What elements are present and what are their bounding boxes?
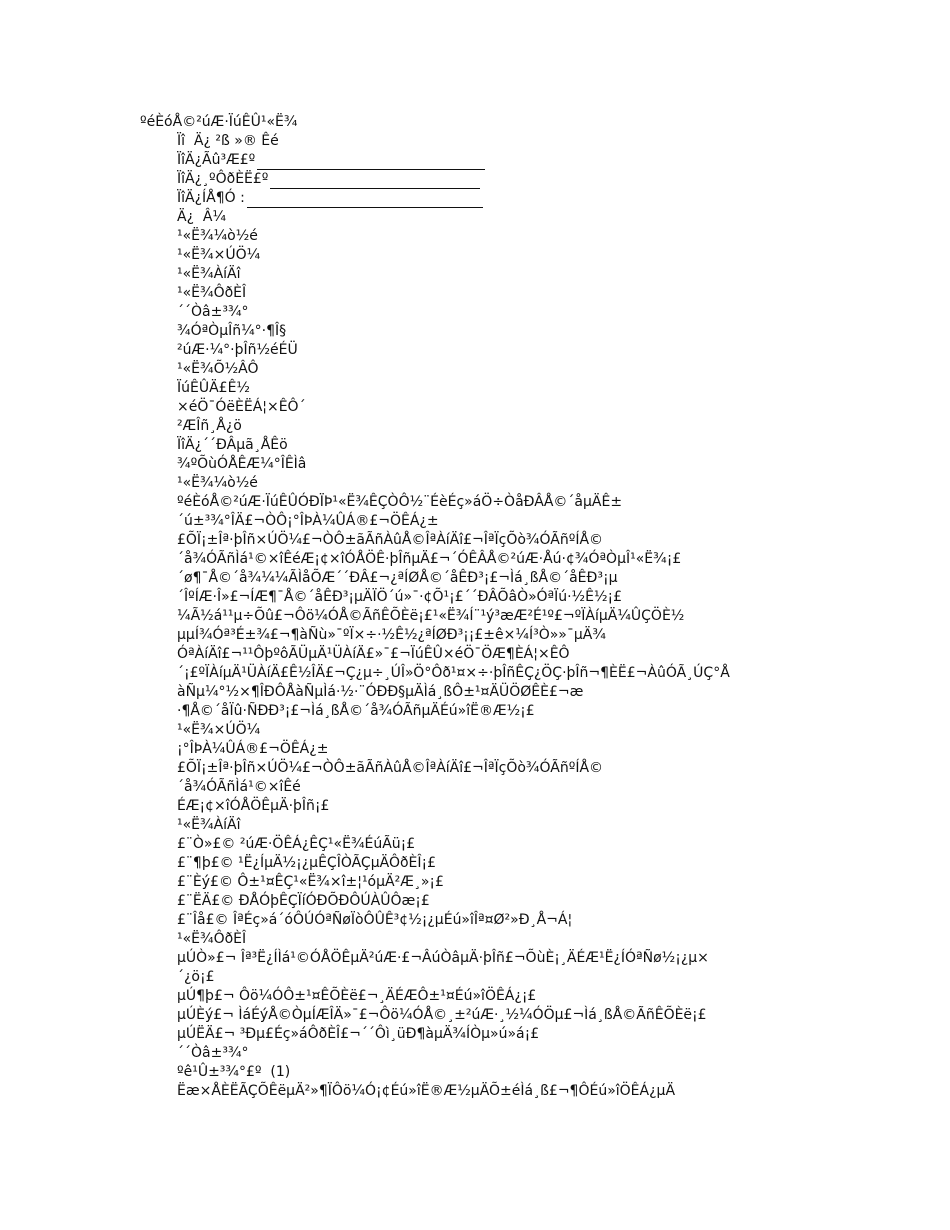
list-item [177,911,572,930]
blank-line [247,193,483,208]
section-heading [177,721,260,740]
project-name-field [177,151,485,170]
line-text: ·¶Å©´åÏû·ÑÐÐ³¡£¬Ìá¸ßÅ©´å¾ÓÃñµÄÉú»îË®Æ½¡£ [177,703,535,719]
list-item [177,949,709,968]
subsection-heading [177,1063,290,1082]
line-text: ²úÆ·¼°·þÎñ½éÉÜ [177,342,298,358]
line-text: ÉÆ¡¢×îÓÅÖÊµÄ·þÎñ¡£ [177,798,330,814]
line-text: ×éÖ¯ÓëÈËÁ¦×ÊÔ´ [177,399,306,415]
line-text: ÏîÄ¿´´ÐÂµã¸ÅÊö [177,437,288,453]
line-text: ¾ºÕùÓÅÊÆ¼°ÎÊÌâ [177,456,307,472]
line-text: £ÕÏ¡±Îª·þÎñ×ÚÖ¼£¬ÒÔ±ãÃñÀûÅ©ÎªÀíÄî£¬ÎªÏçÕò¾ÓÃñºÍÅ© [177,760,604,776]
list-item [177,1006,707,1025]
list-item [177,1025,539,1044]
line-text: µÚËÄ£¬ ³Ðµ£Éç»áÔðÈÎ£¬´´Ôì¸üÐ¶àµÄ¾ÍÒµ»ú»á¡£ [177,1026,540,1042]
line-text: Ëæ×ÅÈËÃÇÕÊëµÄ²»¶ÏÔö¼Ó¡¢Éú»îË®Æ½µÄÕ±éÌá¸ß£¬¶ÔÉú»îÖÊÁ¿µÄ [177,1083,676,1099]
line-text: Ä¿ Â¼ [177,209,227,225]
paragraph-line [177,550,681,569]
list-item [177,854,436,873]
line-text: ¹«Ë¾ÀíÄî [177,266,241,282]
line-text: ¹«Ë¾Õ½ÂÔ [177,361,259,377]
line-text: ´´Òâ±³¾° [177,304,249,320]
blank-line [270,174,480,189]
field-label: ÏîÄ¿¸ºÔðÈË£º [177,171,269,187]
line-text: £¨Îå£© ÎªÉç»á´óÔÚÓªÑøÏòÔÛÊ³¢½¡¿µÉú»îÎª¤Ø²»Ð¸Å¬Á¦ [177,912,573,928]
list-item-continuation [177,968,215,987]
line-text: ¹«Ë¾×ÚÖ¼ [177,247,261,263]
line-text: ¹«Ë¾ÔðÈÎ [177,285,247,301]
line-text: £¨ËÄ£© ÐÅÓþÊÇÏíÓÐÕÐÔÚÀÛÔæ¡£ [177,893,430,909]
line-text: Ïî Ä¿ ²ß »® Êé [177,133,279,149]
line-text: £¨¶þ£© ¹Ë¿ÍµÄ½¡¿µÊÇÎÒÃÇµÄÔðÈÎ¡£ [177,855,437,871]
toc-item [177,398,306,417]
line-text: µµÍ¾Óª³É±¾£¬¶àÑù»¯ºÏ×÷·½Ê½¿ªÍØÐ³¡¡£±ê×¼Í³Ò»»¯µÄ¾ [177,627,606,643]
toc-item [177,227,258,246]
section-heading [177,474,258,493]
line-text: ¹«Ë¾×ÚÖ¼ [177,722,261,738]
line-text: £ÕÏ¡±Îª·þÎñ×ÚÖ¼£¬ÒÔ±ãÃñÀûÅ©ÎªÀíÄî£¬ÎªÏçÕò¾ÓÃñºÍÅ© [177,532,604,548]
line-text: £¨Èý£© Ô±¹¤ÊÇ¹«Ë¾×î±¦¹óµÄ²Æ¸»¡£ [177,874,444,890]
section-heading [177,1044,249,1063]
line-text: ´ú±³¾°ÎÄ£¬ÒÔ¡°ÎÞÀ¼ÛÁ®£¬ÖÊÁ¿± [177,513,439,529]
line-text: ¡°ÎÞÀ¼ÛÁ®£¬ÖÊÁ¿± [177,741,329,757]
list-item [177,835,415,854]
line-text: µÚÒ»£¬ Îª³Ë¿ÍÌá¹©ÓÅÖÊµÄ²úÆ·£¬ÂúÒâµÄ·þÎñ£¬ÕùÈ¡¸ÄÉÆ¹Ë¿ÍÓªÑø½¡¿µ× [177,950,709,966]
section-heading [177,930,246,949]
paragraph-line [177,512,439,531]
line-text: ¾ÓªÒµÎñ¼°·¶Î§ [177,323,287,339]
toc-item [177,265,241,284]
list-item [177,873,444,892]
toc-heading [177,208,226,227]
line-text: ¹«Ë¾¼ò½é [177,475,258,491]
line-text: àÑµ¼°½×¶ÎÐÔÅàÑµÌá·½·¨ÓÐÐ§µÄÌá¸ßÔ±¹¤ÄÜÖØÊÈ£¬æ [177,684,584,700]
company-plan-heading [140,113,297,132]
field-label: ÏîÄ¿Ãû³Æ£º [177,152,256,168]
line-text: ºê¹Û±³¾°£º (1) [177,1064,291,1080]
project-team-field [177,189,483,208]
paragraph-line [177,797,329,816]
blank-line [257,155,485,170]
line-text: ´´Òâ±³¾° [177,1045,249,1061]
line-text: £¨Ò»£© ²úÆ·ÖÊÁ¿ÊÇ¹«Ë¾ÉúÃü¡£ [177,836,416,852]
toc-item [177,436,288,455]
paragraph-line [177,683,583,702]
toc-item [177,246,260,265]
paragraph-line [177,607,684,626]
line-text: ²ÆÎñ¸Å¿ö [177,418,242,434]
paragraph-line [177,588,622,607]
paragraph-line [177,759,603,778]
line-text: ´¿ö¡£ [177,969,215,985]
list-item [177,892,430,911]
line-text: ´å¾ÓÃñÌá¹©×îÊéÆ¡¢×îÓÅÖÊ·þÎñµÄ£¬´ÓÊÂÅ©²úÆ·Åú·¢¾ÓªÒµÎ¹«Ë¾¡£ [177,551,682,567]
paragraph-line [177,645,570,664]
list-item [177,987,536,1006]
line-text: ÏúÊÛÄ£Ê½ [177,380,250,396]
line-text: µÚ¶þ£¬ Ôö¼ÓÔ±¹¤ÊÕÈë£¬¸ÄÉÆÔ±¹¤Éú»îÖÊÁ¿¡£ [177,988,537,1004]
toc-item [177,322,286,341]
line-text: ´¡£ºÏÀíµÄ¹ÜÀíÄ£Ê½ÎÄ£¬Ç¿µ÷¸ÚÎ»Ö°Ôð¹¤×÷·þÎñÊÇ¿ÖÇ·þÎñ¬¶ÈË£¬ÀûÓÃ¸ÚÇ°Å [177,665,730,681]
section-heading [177,816,241,835]
plan-title [177,132,279,151]
line-text: ´ÎºÍÆ·Î»£¬ÍÆ¶¯Å©´åÊÐ³¡µÄÏÖ´ú»¯·¢Õ¹¡£´´ÐÂÕâÒ»ÓªÏú·½Ê½¡£ [177,589,623,605]
paragraph-line [177,493,622,512]
line-text: ¼Ã½á¹¹µ÷Õû£¬Ôö¼ÓÅ©ÃñÊÕÈë¡£¹«Ë¾Í¨¹ý³æÆ²É¹º£¬ºÏÀíµÄ¼ÛÇÖÈ½ [177,608,685,624]
line-text: ÓªÀíÄî£¬¹¹ÔþºôÃÜµÄ¹ÜÀíÄ£»¯£¬ÏúÊÛ×éÖ¯ÖÆ¶ÈÁ¦×ÊÔ [177,646,570,662]
paragraph-line [177,778,301,797]
project-leader-field [177,170,480,189]
toc-item [177,284,246,303]
toc-item [177,455,306,474]
paragraph-line [177,702,535,721]
paragraph-line [177,569,618,588]
line-text: ´å¾ÓÃñÌá¹©×îÊé [177,779,301,795]
line-text: ¹«Ë¾ÀíÄî [177,817,241,833]
line-text: ¹«Ë¾ÔðÈÎ [177,931,247,947]
paragraph-line [177,664,730,683]
toc-item [177,303,249,322]
toc-item [177,341,298,360]
paragraph-line [177,740,328,759]
toc-item [177,360,259,379]
line-text: ºéÈóÅ©²úÆ·ÏúÊÛÓÐÏÞ¹«Ë¾ÊÇÒÔ½¨ÉèÉç»áÖ÷ÒåÐÂÅ©´åµÄÊ± [177,494,623,510]
field-label: ÏîÄ¿ÍÅ¶Ó : [177,190,245,206]
toc-item [177,379,250,398]
line-text: ºéÈóÅ©²úÆ·ÏúÊÛ¹«Ë¾ [140,114,298,130]
paragraph-line [177,626,606,645]
line-text: ¹«Ë¾¼ò½é [177,228,258,244]
line-text: ´ø¶¯Å©´å¾¼¼ÃÌåÕÆ´´ÐÂ£¬¿ªÍØÅ©´åÊÐ³¡£¬Ìá¸ßÅ©´åÊÐ³¡µ [177,570,618,586]
paragraph-line [177,1082,675,1101]
paragraph-line [177,531,603,550]
toc-item [177,417,242,436]
line-text: µÚÈý£¬ ÌáÉýÅ©ÒµÍÆÎÄ»¯£¬Ôö¼ÓÅ©¸±²úÆ·¸½¼ÓÖµ£¬Ìá¸ßÅ©ÃñÊÕÈë¡£ [177,1007,707,1023]
